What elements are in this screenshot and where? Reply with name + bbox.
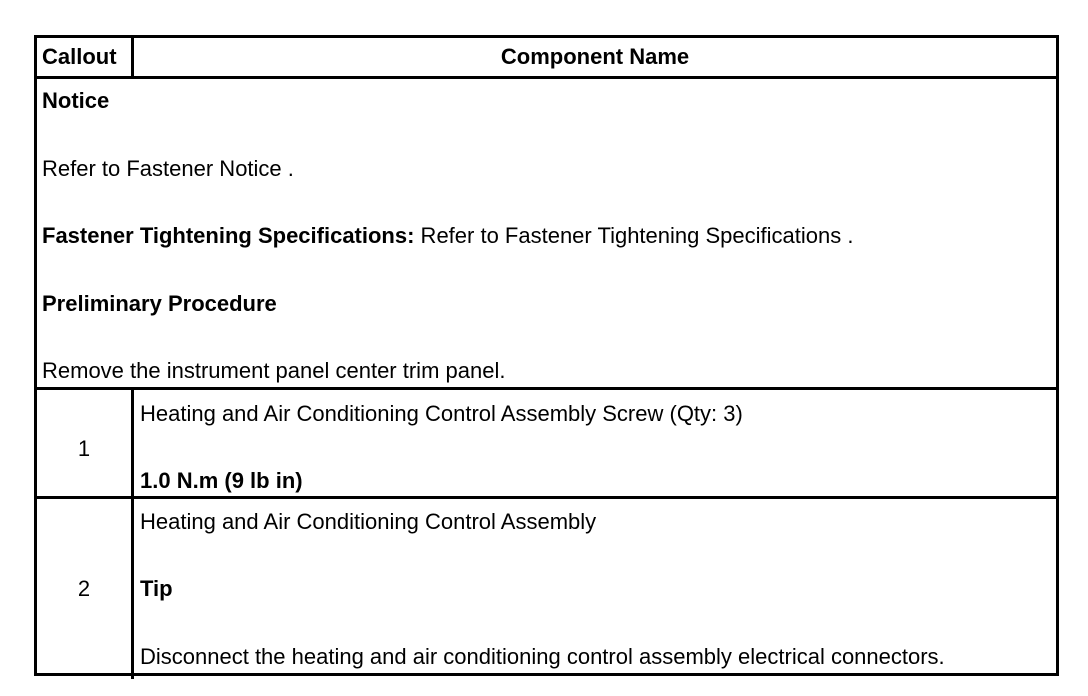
preliminary-heading: Preliminary Procedure xyxy=(42,291,277,316)
table-row-component-name: Heating and Air Conditioning Control Assembly Screw (Qty: 3) xyxy=(140,401,743,426)
header-callout: Callout xyxy=(42,44,117,69)
torque-spec: 1.0 N.m (9 lb in) xyxy=(140,468,303,493)
header-component-name: Component Name xyxy=(500,44,690,69)
notice-divider xyxy=(37,387,1056,390)
table-row-callout: 1 xyxy=(77,436,91,461)
body-column-divider xyxy=(131,387,134,679)
preliminary-text: Remove the instrument panel center trim panel. xyxy=(42,358,506,383)
table-row-component-name: Heating and Air Conditioning Control Assembly xyxy=(140,509,597,534)
notice-text: Refer to Fastener Notice . xyxy=(42,156,294,181)
component-table xyxy=(34,35,1059,676)
header-divider xyxy=(37,76,1056,79)
tip-heading: Tip xyxy=(140,576,173,601)
fastener-spec-line xyxy=(42,223,853,249)
notice-heading: Notice xyxy=(42,88,110,113)
row-divider xyxy=(37,496,1056,499)
fastener-spec-text: Refer to Fastener Tightening Specifications . xyxy=(414,223,854,248)
tip-text: Disconnect the heating and air conditioning control assembly electrical connectors. xyxy=(140,644,945,669)
fastener-spec-label: Fastener Tightening Specifications: xyxy=(42,223,415,248)
table-row-callout: 2 xyxy=(77,576,91,601)
